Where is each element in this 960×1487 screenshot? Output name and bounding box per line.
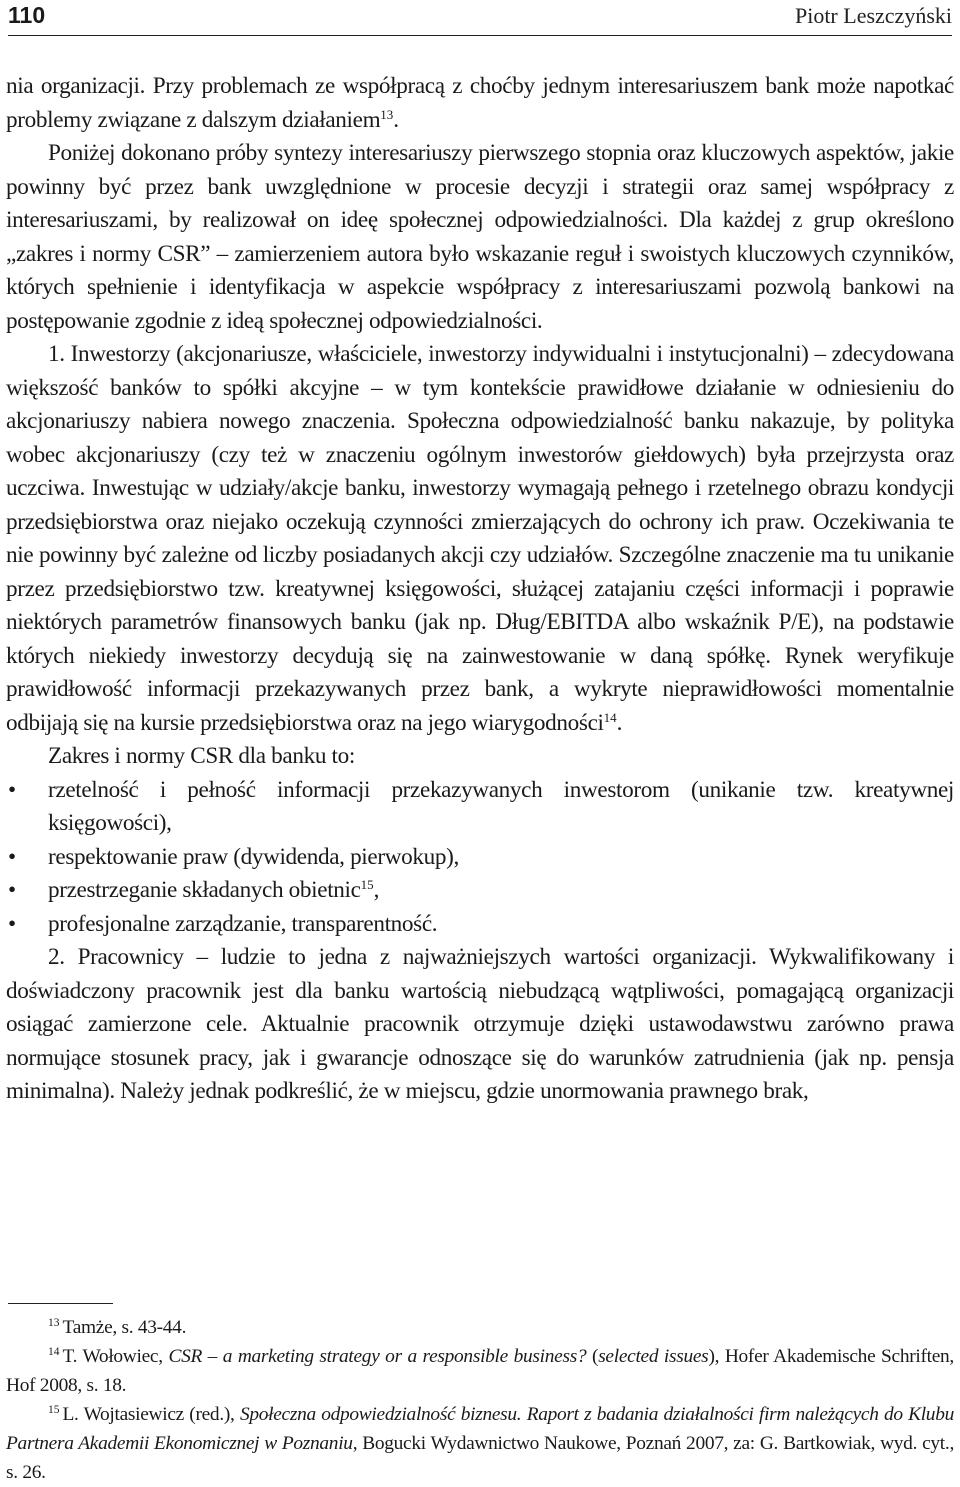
footnote-title: Społeczna odpowiedzialność biznesu. Raport z badania działalności firm należących do Klubu Partnera Akademii Ekonomicznej w Poznaniu bbox=[6, 1404, 954, 1454]
paragraph-3-end: . bbox=[616, 709, 623, 736]
csr-norms-list bbox=[6, 774, 954, 942]
paragraph-3 bbox=[6, 338, 954, 740]
footnote-ref-13[interactable]: 13 bbox=[380, 106, 394, 122]
footnote-publisher: , Bogucki Wydawnictwo Naukowe, Poznań 2007, za: G. Bartkowiak, wyd. cyt., s. 26. bbox=[6, 1433, 954, 1483]
list-item-end: , bbox=[373, 877, 380, 903]
footnote-publisher: ), Hofer Akademische Schriften, Hof 2008, s. 18. bbox=[6, 1346, 954, 1396]
list-item: • profesjonalne zarządzanie, transparentność. bbox=[6, 908, 954, 942]
page-number: 110 bbox=[8, 2, 46, 28]
body-text bbox=[6, 70, 954, 1109]
footnote-ref-15[interactable]: 15 bbox=[360, 877, 374, 892]
footnote-author: T. Wołowiec, bbox=[62, 1346, 169, 1367]
paragraph-1 bbox=[6, 70, 954, 137]
footnotes bbox=[6, 1313, 954, 1487]
list-item: • respektowanie praw (dywidenda, pierwokup), bbox=[6, 841, 954, 875]
list-item-text: przestrzeganie składanych obietnic bbox=[48, 877, 361, 903]
footnote-number: 14 bbox=[48, 1346, 60, 1358]
paragraph-3-text: 1. Inwestorzy (akcjonariusze, właściciele, inwestorzy indywidualni i instytucjonalni) – zdecydowana większość banków to spółki akcyjne – w tym kontekście prawidłowe działanie w odniesieniu do akcjonariuszy nabiera nowego znaczenia. Społeczna odpowiedzialność banku nakazuje, by polityka wobec akcjonariuszy (czy też w znaczeniu ogólnym inwestorów giełdowych) była przejrzysta oraz uczciwa. Inwestując w udziały/akcje banku, inwestorzy wymagają pełnego i rzetelnego obrazu kondycji przedsiębiorstwa oraz niejako oczekują czynności zmierzających do ochrony ich praw. Oczekiwania te nie powinny być zależne od liczby posiadanych akcji czy udziałów. Szczególne znaczenie ma tu unikanie przez przedsiębiorstwo tzw. kreatywnej księgowości, służącej zatajaniu części informacji i poprawie niektórych parametrów finansowych banku (jak np. Dług/EBITDA albo wskaźnik P/E), na podstawie których niekiedy inwestorzy decydują się na zainwestowanie w daną spółkę. Rynek weryfikuje prawidłowość informacji przekazywanych przez bank, a wykryte nieprawidłowości momentalnie odbijają się na kursie przedsiębiorstwa oraz na jego wiarygodności bbox=[6, 341, 954, 736]
footnote-separator bbox=[8, 1303, 113, 1304]
list-item bbox=[6, 874, 954, 908]
list-item: • rzetelność i pełność informacji przekazywanych inwestorom (unikanie tzw. kreatywnej księgowości), bbox=[6, 774, 954, 841]
footnote-13 bbox=[6, 1313, 954, 1342]
header-rule bbox=[8, 35, 952, 36]
running-head-author: Piotr Leszczyński bbox=[794, 3, 952, 28]
footnote-ref-14[interactable]: 14 bbox=[603, 709, 617, 725]
footnote-title: CSR – a marketing strategy or a responsible business? bbox=[168, 1346, 587, 1367]
footnote-number: 13 bbox=[48, 1317, 60, 1329]
footnote-14 bbox=[6, 1342, 954, 1400]
paragraph-1-end: . bbox=[393, 106, 399, 133]
footnote-text: Tamże, s. 43-44. bbox=[62, 1317, 187, 1338]
footnote-15 bbox=[6, 1400, 954, 1487]
footnote-author: L. Wojtasiewicz (red.), bbox=[62, 1404, 240, 1425]
paragraph-4: Zakres i normy CSR dla banku to: bbox=[48, 743, 355, 769]
page-header bbox=[8, 0, 952, 40]
paragraph-2: Poniżej dokonano próby syntezy interesariuszy pierwszego stopnia oraz kluczowych aspektów, jakie powinny być przez bank uwzględnione w procesie decyzji i strategii oraz samej współpracy z interesariuszami, by realizował on ideę społecznej odpowiedzialności. Dla każdej z grup określono „zakres i normy CSR” – zamierzeniem autora było wskazanie reguł i swoistych kluczowych czynników, których spełnienie i identyfikacja w aspekcie współpracy z interesariuszami pozwolą bankowi na postępowanie zgodnie z ideą społecznej odpowiedzialności. bbox=[6, 140, 954, 334]
paragraph-5: 2. Pracownicy – ludzie to jedna z najważniejszych wartości organizacji. Wykwalifikowany i doświadczony pracownik jest dla banku wartością niebudzącą wątpliwości, pomagającą organizacji osiągać zamierzone cele. Aktualnie pracownik otrzymuje dzięki ustawodawstwu zarówno prawa normujące stosunek pracy, jak i gwarancje odnoszące się do warunków zatrudnienia (jak np. pensja minimalna). Należy jednak podkreślić, że w miejscu, gdzie unormowania prawnego brak, bbox=[6, 944, 954, 1104]
footnote-subtitle: selected issues bbox=[598, 1346, 709, 1367]
footnote-text: ( bbox=[586, 1346, 599, 1367]
footnote-number: 15 bbox=[48, 1404, 60, 1416]
paragraph-1-text: nia organizacji. Przy problemach ze współpracą z choćby jednym interesariuszem bank może napotkać problemy związane z dalszym działaniem bbox=[6, 73, 954, 133]
